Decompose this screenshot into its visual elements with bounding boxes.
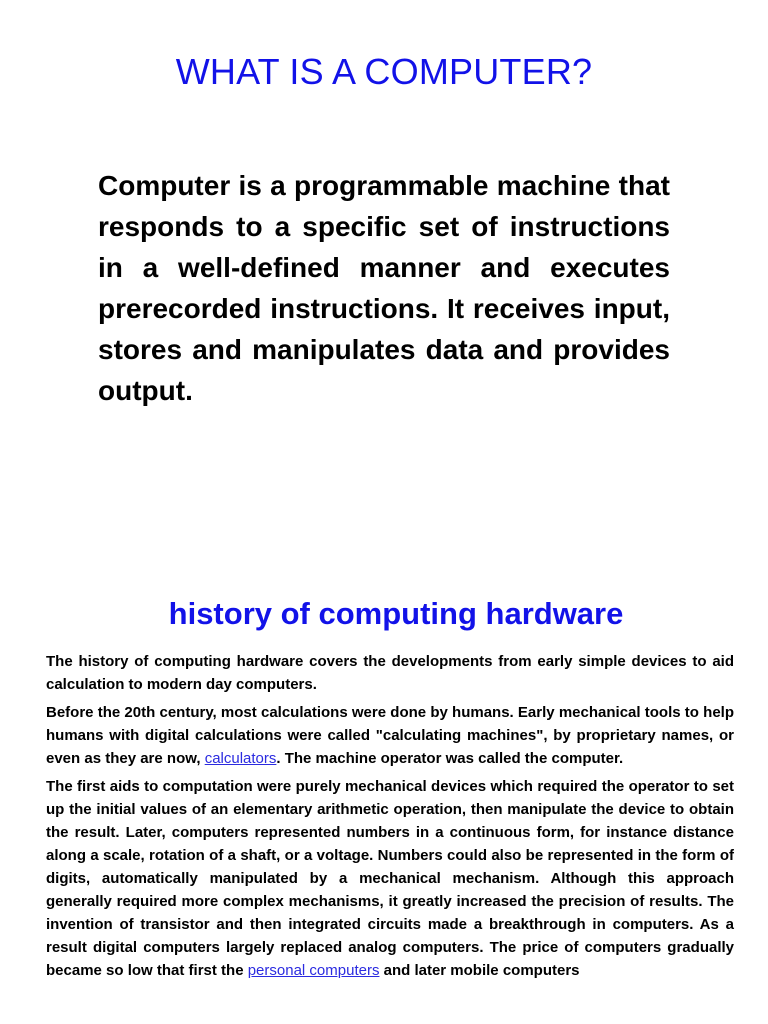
history-paragraph-3-text-a: The first aids to computation were purely mechanical devices which required the operator to set up the initial values of an elementary arithmetic operation, then manipulate the device to obtain the result. Later, computers represented numbers in a continuous form, for instance distance along a scale, rotation of a shaft, or a voltage. Numbers could also be represented in the form of digits, automatically manipulated by a mechanical mechanism. Although this approach generally required more complex mechanisms, it greatly increased the precision of results. The invention of transistor and then integrated circuits made a breakthrough in computers. As a result digital computers largely replaced analog computers. The price of computers gradually became so low that first the bbox=[46, 778, 734, 979]
calculators-link[interactable]: calculators bbox=[204, 750, 277, 767]
history-body bbox=[46, 650, 734, 987]
history-paragraph-1-text: The history of computing hardware covers the developments from early simple devices to aid calculation to modern day computers. bbox=[46, 653, 734, 693]
history-paragraph-2-text-b: . The machine operator was called the computer. bbox=[276, 750, 624, 767]
section-title: history of computing hardware bbox=[168, 596, 624, 631]
history-paragraph-1 bbox=[46, 650, 734, 696]
history-paragraph-3 bbox=[46, 775, 734, 982]
history-paragraph-3-text-b: and later mobile computers bbox=[379, 962, 580, 979]
history-paragraph-2 bbox=[46, 701, 734, 770]
page-title: WHAT IS A COMPUTER? bbox=[175, 51, 593, 92]
personal-computers-link[interactable]: personal computers bbox=[247, 962, 380, 979]
definition-text: Computer is a programmable machine that responds to a specific set of instructions in a well-defined manner and executes prerecorded instructions. It receives input, stores and manipulates data and provides output. bbox=[98, 170, 670, 406]
history-paragraph-2-text-a: Before the 20th century, most calculations were done by humans. Early mechanical tools to help humans with digital calculations were called "calculating machines", by proprietary names, or even as they are now, bbox=[46, 704, 734, 767]
